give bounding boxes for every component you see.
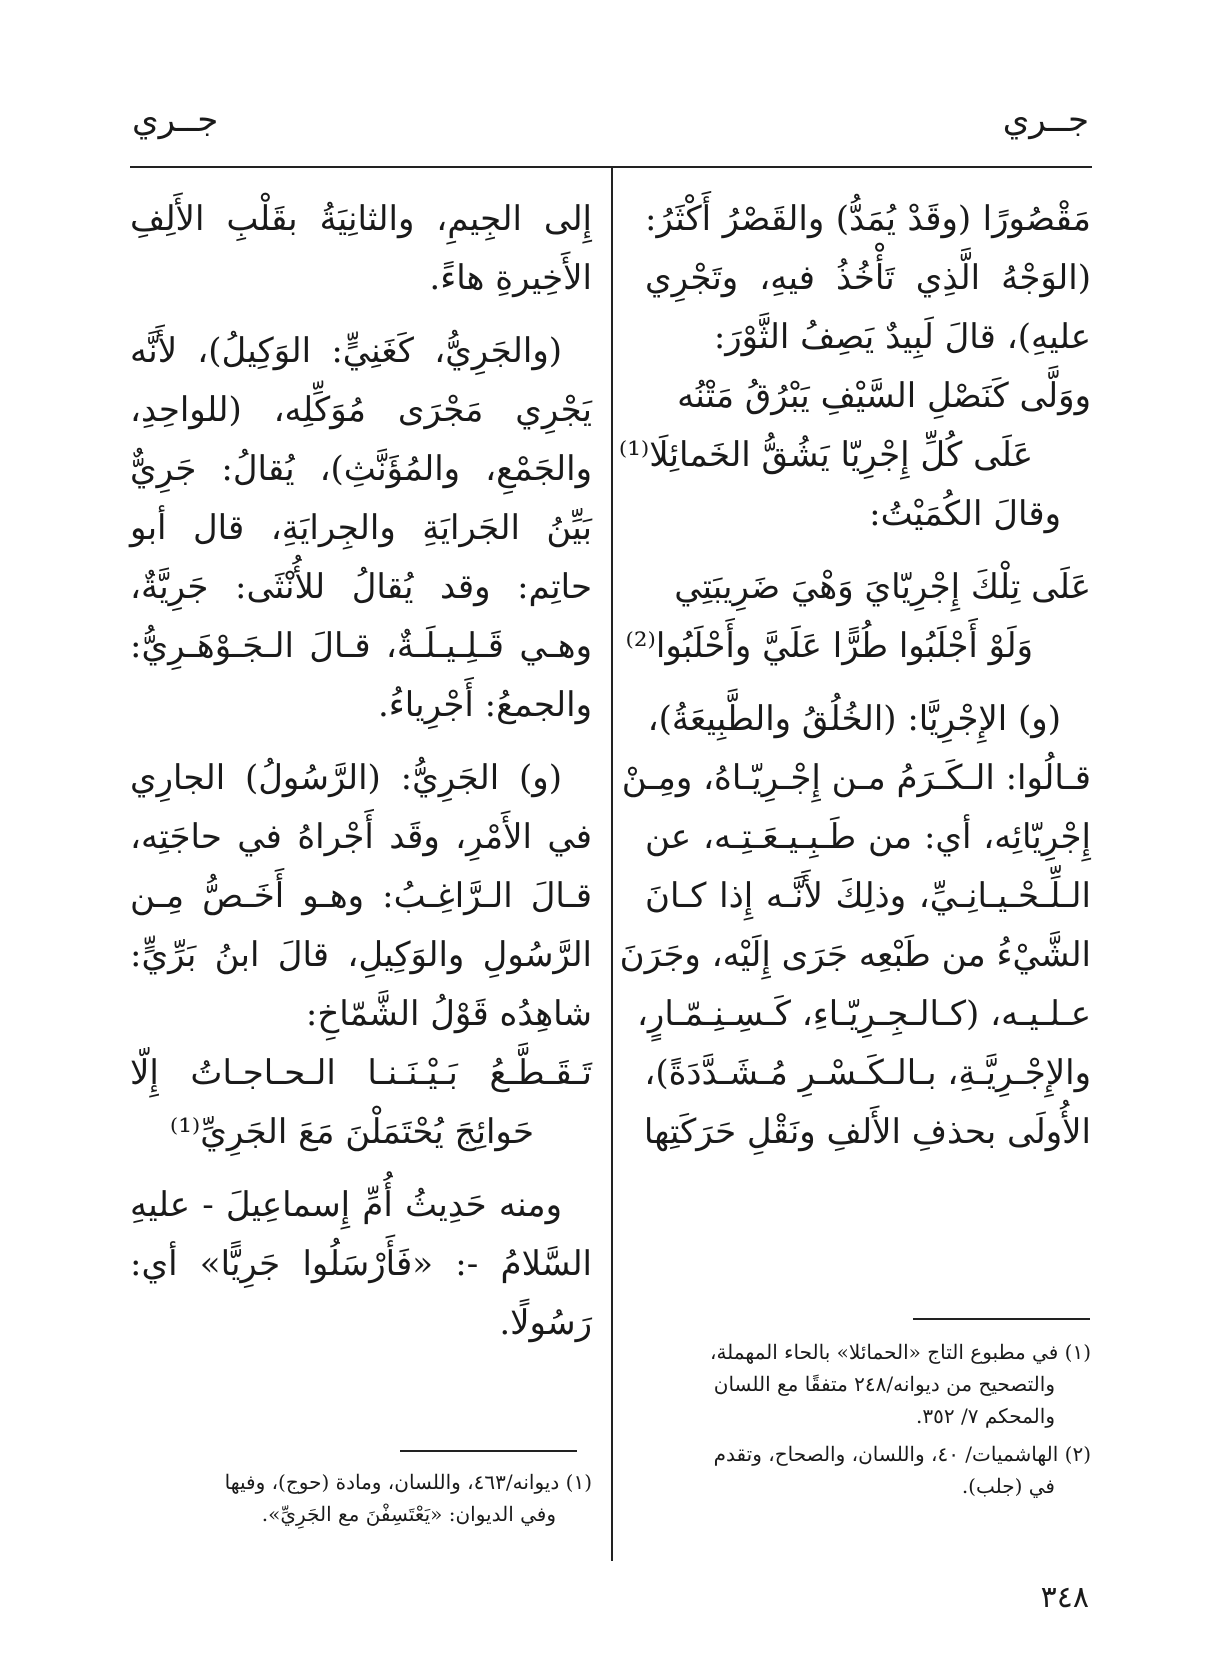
footnote-line: (١) ديوانه/٤٦٣، واللسان، ومادة (حوج)، وفيها xyxy=(224,1470,592,1494)
verse-line: ووَلَّى كَنَصْلِ السَّيْفِ يَبْرُقُ مَتْنُه xyxy=(677,376,1091,416)
text-line: يَجْرِي مَجْرَى مُوَكِّلِه، (للواحِدِ، xyxy=(130,390,592,430)
text-line: رَسُولًا. xyxy=(499,1303,592,1343)
footnote-line: (١) في مطبوع التاج «الحمائلا» بالحاء المهملة، xyxy=(710,1340,1091,1364)
footnotes-left xyxy=(130,1466,592,1530)
right-column xyxy=(618,190,1091,1162)
footnote-line: (٢) الهاشميات/ ٤٠، واللسان، والصحاح، وتقدم xyxy=(713,1442,1091,1466)
text-line: مَقْصُورًا (وقَدْ يُمَدُّ) والقَصْرُ أَكْثَرُ: xyxy=(645,199,1091,239)
verse-line: عَلَى تِلْكَ إِجْرِيّايَ وَهْيَ ضَرِيبَتِي xyxy=(674,567,1091,607)
text-line: في الأَمْرِ، وقَد أَجْراهُ في حاجَتِه، xyxy=(130,817,592,857)
verse-line: تَـقَـطَّـعُ بَـيْـنَـنـا الـحـاجـاتُ إِلّا xyxy=(130,1053,592,1093)
text-line: إِلى الجِيمِ، والثانِيَةُ بقَلْبِ الأَلِفِ xyxy=(130,199,592,239)
verse-line: عَلَى كُلِّ إِجْرِيّا يَشُقُّ الخَمائِلَا⁽¹⁾ xyxy=(618,435,1033,475)
text-line: وهـي قَـلِـيـلَـةٌ، قـالَ الـجَـوْهَـرِيُّ: xyxy=(130,626,592,666)
text-line: وقالَ الكُمَيْتُ: xyxy=(869,494,1061,534)
text-line: السَّلامُ -: «فَأَرْسَلُوا جَرِيًّا» أي: xyxy=(130,1244,592,1284)
text-line: حاتِم: وقد يُقالُ للأُنْثَى: جَرِيَّةٌ، xyxy=(130,567,592,607)
running-header-right: جــري xyxy=(1002,100,1089,140)
text-line: الشَّيْءُ من طَبْعِه جَرَى إِلَيْه، وجَرَنَ xyxy=(619,935,1091,975)
text-line: (والجَرِيُّ، كَغَنِيٍّ: الوَكِيلُ)، لأَنَّه xyxy=(130,331,562,371)
text-line: إِجْرِيّائِه، أي: من طَـبِـيـعَـتِـه، عن xyxy=(645,817,1091,857)
text-line: الأَخِيرةِ هاءً. xyxy=(429,258,592,298)
text-line: الرَّسُولِ والوَكِيلِ، قالَ ابنُ بَرِّيٍّ: xyxy=(130,935,592,975)
footnote-rule-right xyxy=(913,1318,1090,1320)
footnote-line: وفي الديوان: «يَعْتَسِفْنَ مع الجَرِيِّ». xyxy=(261,1502,556,1526)
text-line: والجَمْعِ، والمُؤَنَّثِ)، يُقالُ: جَرِيٌّ xyxy=(130,449,592,489)
running-header-left: جــري xyxy=(132,100,219,140)
footnote-line: والتصحيح من ديوانه/٢٤٨ متفقًا مع اللسان xyxy=(713,1372,1055,1396)
footnote-rule-left xyxy=(400,1450,577,1452)
text-line: عـلـيـه، (كـالـجِـرِيّـاءِ، كَـسِـنِـمّـارٍ، xyxy=(636,994,1091,1034)
text-line: شاهِدُه قَوْلُ الشَّمّاخِ: xyxy=(305,994,592,1034)
footnotes-right xyxy=(645,1336,1091,1502)
text-line: (و) الجَرِيُّ: (الرَّسُولُ) الجارِي xyxy=(130,758,562,798)
text-line: الأُولَى بحذفِ الأَلفِ ونَقْلِ حَرَكَتِها xyxy=(643,1112,1091,1152)
text-line: (الوَجْهُ الَّذِي تَأْخُذُ فيهِ، وتَجْرِي xyxy=(645,258,1091,298)
verse-line: حَوائِجَ يُحْتَمَلْنَ مَعَ الجَرِيِّ⁽¹⁾ xyxy=(169,1112,534,1152)
text-line: عليهِ)، قالَ لَبِيدٌ يَصِفُ الثَّوْرَ: xyxy=(713,317,1091,357)
page-number: ٣٤٨ xyxy=(1040,1580,1089,1615)
text-line: قـالَ الـرَّاغِـبُ: وهـو أَخَـصُّ مِـن xyxy=(130,876,592,916)
text-line: والإِجْـرِيَّـةِ، بـالـكَـسْـرِ مُـشَـدَّدَةً)، xyxy=(644,1053,1091,1093)
footnote-line: في (جلب). xyxy=(961,1474,1055,1498)
text-line: (و) الإِجْرِيَّا: (الخُلُقُ والطَّبِيعَةُ)، xyxy=(647,699,1061,739)
verse-line: وَلَوْ أَجْلَبُوا طُرًّا عَلَيَّ وأَحْلَبُوا⁽²⁾ xyxy=(625,626,1033,666)
footnote-line: والمحكم ٧/ ٣٥٢. xyxy=(916,1404,1055,1428)
column-divider xyxy=(611,167,613,1561)
text-line: ومنه حَدِيثُ أُمِّ إِسماعِيلَ - عليهِ xyxy=(130,1185,562,1225)
text-line: والجمعُ: أَجْرِياءُ. xyxy=(377,685,592,725)
text-line: الـلِّـحْـيـانِـيِّ، وذلِكَ لأَنَّـه إِذا كـانَ xyxy=(645,876,1091,916)
text-line: قـالُوا: الـكَـرَمُ مـن إِجْـرِيّـاهُ، ومِـنْ xyxy=(621,758,1091,798)
text-line: بَيِّنُ الجَرايَةِ والجِرايَةِ، قال أبو xyxy=(130,508,592,548)
left-column xyxy=(130,190,592,1353)
